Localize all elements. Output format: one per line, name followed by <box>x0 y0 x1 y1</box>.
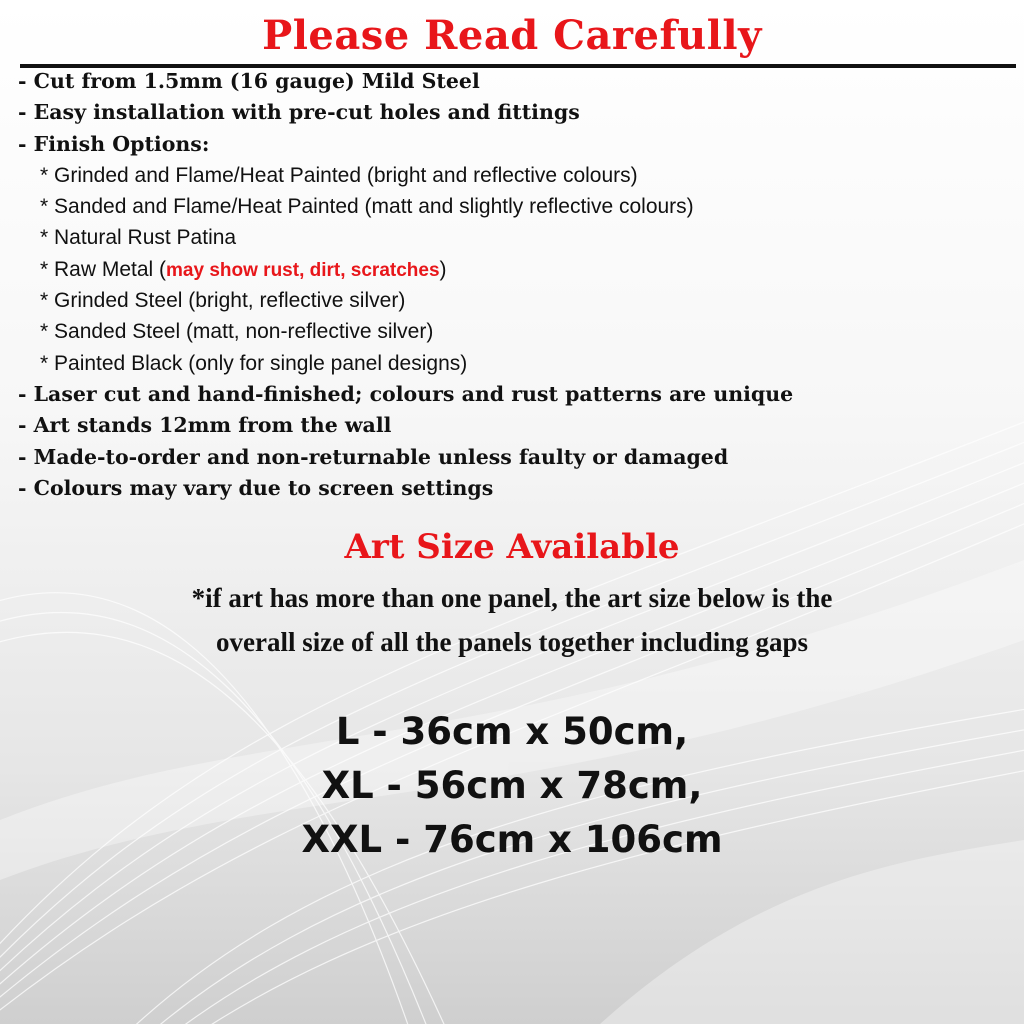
bullet-line <box>18 442 1018 473</box>
bullet-line <box>18 97 1018 128</box>
line-text: * Grinded Steel (bright, reflective silver) <box>40 289 406 313</box>
bullet-line <box>18 379 1018 410</box>
line-text: * Sanded Steel (matt, non-reflective silver) <box>40 320 434 344</box>
finish-option-line <box>18 191 1018 222</box>
finish-option-line <box>18 348 1018 379</box>
info-list <box>18 66 1018 504</box>
line-text: - Colours may vary due to screen settings <box>18 475 494 500</box>
bullet-line <box>18 473 1018 504</box>
line-text: * Sanded and Flame/Heat Painted (matt and slightly reflective colours) <box>40 195 694 219</box>
line-text: * Natural Rust Patina <box>40 226 237 250</box>
warning-text: may show rust, dirt, scratches <box>166 259 440 281</box>
page-title: Please Read Carefully <box>262 12 762 59</box>
finish-option-line <box>18 316 1018 347</box>
line-text-after: ) <box>439 257 447 281</box>
line-text: - Easy installation with pre-cut holes and fittings <box>18 100 580 125</box>
line-text: - Cut from 1.5mm (16 gauge) Mild Steel <box>18 69 480 93</box>
size-note <box>0 576 1024 664</box>
finish-option-line <box>18 222 1018 253</box>
size-item-xxl: XXL - 76cm x 106cm <box>301 818 723 861</box>
size-item-l: L - 36cm x 50cm, <box>335 710 689 753</box>
line-text: * Raw Metal ( <box>40 257 167 281</box>
line-text: - Laser cut and hand-finished; colours and rust patterns are unique <box>18 381 794 406</box>
line-text: - Art stands 12mm from the wall <box>18 413 392 438</box>
size-note-line: overall size of all the panels together including gaps <box>216 627 808 657</box>
size-section-title: Art Size Available <box>344 527 680 567</box>
size-item-xl: XL - 56cm x 78cm, <box>321 764 703 807</box>
line-text: * Painted Black (only for single panel designs) <box>40 351 468 375</box>
finish-option-line <box>18 160 1018 191</box>
bullet-line <box>18 410 1018 441</box>
bullet-line <box>18 129 1018 160</box>
line-text: - Finish Options: <box>18 131 210 156</box>
line-text: - Made-to-order and non-returnable unless faulty or damaged <box>18 444 729 469</box>
bullet-line <box>18 66 1018 97</box>
finish-option-line <box>18 285 1018 316</box>
size-list <box>0 705 1024 867</box>
size-note-line: *if art has more than one panel, the art size below is the <box>191 583 833 613</box>
finish-option-line <box>18 254 1018 285</box>
line-text: * Grinded and Flame/Heat Painted (bright and reflective colours) <box>40 163 638 187</box>
